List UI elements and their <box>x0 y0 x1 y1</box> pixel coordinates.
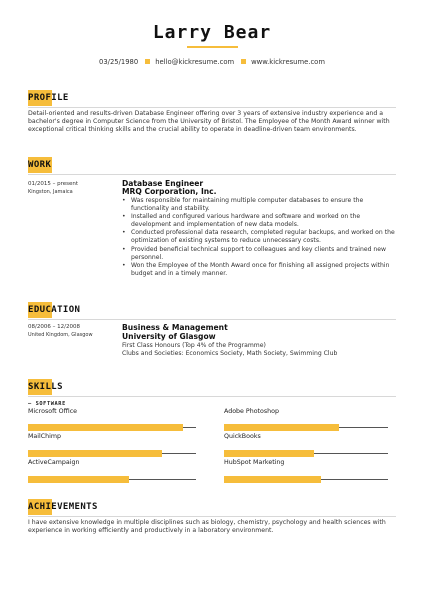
divider <box>28 319 396 320</box>
skill-track <box>224 427 388 428</box>
education-location: United Kingdom, Glasgow <box>28 332 93 338</box>
divider <box>28 516 396 517</box>
section-profile-heading: PROFILE <box>28 90 69 106</box>
name-underline <box>187 46 238 48</box>
education-detail: First Class Honours (Top 4% of the Programme) <box>122 342 266 349</box>
profile-text: Detail-oriented and results-driven Database Engineer offering over 3 years of extensive industry experience and a bachelor's degree in Computer Science from the University of Bristol. The Employee of the Month Award winner with exceptional critical thinking skills and the crucial ability to operate in deadline-driven team environments. <box>28 110 390 134</box>
divider <box>28 396 396 397</box>
education-date: 08/2006 – 12/2008 <box>28 324 80 330</box>
divider <box>28 107 396 108</box>
work-date: 01/2015 – present <box>28 181 79 187</box>
section-achievements-heading: ACHIEVEMENTS <box>28 499 98 515</box>
skill-level-bar <box>28 424 183 431</box>
skill-track <box>224 453 388 454</box>
work-location: Kingston, Jamaica <box>28 189 73 195</box>
divider <box>28 174 396 175</box>
section-skills-heading: SKILLS <box>28 379 63 395</box>
list-item: • Installed and configured various hardware and software and worked on the development and implementation of new data models. <box>122 213 398 229</box>
skill-track <box>224 479 388 480</box>
bullet-square-icon <box>241 59 246 64</box>
bullet-square-icon <box>145 59 150 64</box>
education-detail: Clubs and Societies: Economics Society, Math Society, Swimming Club <box>122 350 338 357</box>
list-item: • Won the Employee of the Month Award once for finishing all assigned projects within budget and in a timely manner. <box>122 262 398 278</box>
skill-name: MailChimp <box>28 433 62 440</box>
achievements-text: I have extensive knowledge in multiple disciplines such as biology, chemistry, psychology and health sciences with experience in working efficiently and productively in a laboratory environment. <box>28 519 386 535</box>
email: hello@kickresume.com <box>155 58 235 66</box>
school-name: University of Glasgow <box>122 332 216 341</box>
skills-category: – SOFTWARE <box>28 401 66 407</box>
section-education-heading: EDUCATION <box>28 302 80 318</box>
skill-level-bar <box>28 476 129 483</box>
job-title: Database Engineer <box>122 179 204 188</box>
contact-line <box>0 58 424 66</box>
skill-track <box>28 453 196 454</box>
website: www.kickresume.com <box>251 58 325 66</box>
skill-level-bar <box>224 424 339 431</box>
skill-track <box>28 427 196 428</box>
birthdate: 03/25/1980 <box>99 58 139 66</box>
work-bullets <box>122 197 398 278</box>
company-name: MRQ Corporation, Inc. <box>122 187 217 196</box>
section-work-heading: WORK <box>28 157 51 173</box>
skill-name: HubSpot Marketing <box>224 459 285 466</box>
skill-level-bar <box>28 450 162 457</box>
list-item: • Provided beneficial technical support to colleagues and key clients and trained new personnel. <box>122 246 398 262</box>
skill-track <box>28 479 196 480</box>
skill-name: ActiveCampaign <box>28 459 80 466</box>
candidate-name: Larry Bear <box>152 22 272 43</box>
degree: Business & Management <box>122 323 228 332</box>
list-item: • Was responsible for maintaining multiple computer databases to ensure the functionality and stability. <box>122 197 398 213</box>
skill-level-bar <box>224 450 314 457</box>
skill-name: Microsoft Office <box>28 408 78 415</box>
skill-name: QuickBooks <box>224 433 261 440</box>
skill-level-bar <box>224 476 321 483</box>
skill-name: Adobe Photoshop <box>224 408 280 415</box>
list-item: • Conducted professional data research, completed regular backups, and worked on the optimization of existing systems to reduce unnecessary costs. <box>122 229 398 245</box>
